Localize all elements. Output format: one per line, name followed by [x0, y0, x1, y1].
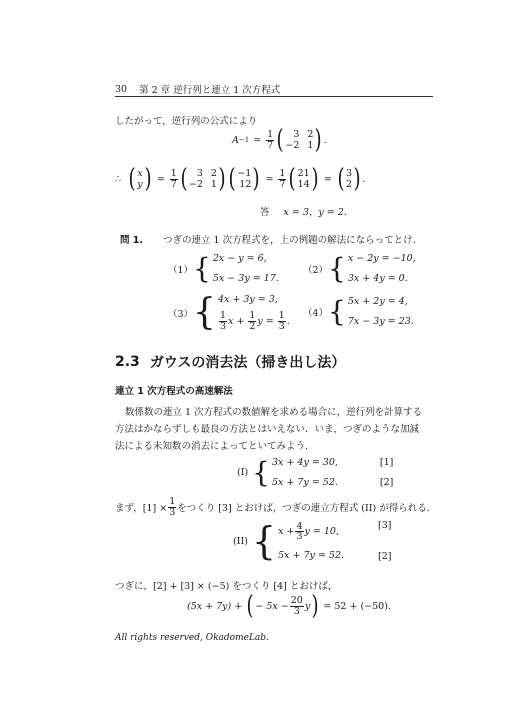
system-label: (II)	[233, 535, 248, 547]
page-header	[115, 82, 280, 96]
therefore-symbol: ∴	[115, 173, 122, 185]
equals-sign: =	[253, 134, 262, 146]
coefficient-matrix: 3 2 −2 1	[285, 128, 314, 151]
problem-line	[120, 232, 416, 246]
left-brace: {	[193, 291, 216, 333]
body-paragraph: 数係数の連立 1 次方程式の数値解を求める場合に，逆行列を計算する 方法はかならずしも最良の方法とはいえない．いま，つぎのような加減 法による未知数の消去によってといてみよう．	[115, 407, 423, 452]
system-label: （2）	[303, 264, 329, 276]
inverse-equation	[232, 127, 327, 153]
left-brace: {	[193, 251, 211, 285]
left-brace: {	[252, 455, 270, 489]
right-paren: )	[314, 125, 323, 155]
product-vector: 21 14	[297, 167, 310, 190]
system-II: (II) { x + $\frac{4}{3}$ y = 10, 5x + 7y = 52. [3] [2]	[233, 519, 392, 563]
solve-equation: ∴ ( x y ) = $\frac{1}{7}$ ( 3 2 −2 1 ) ( −1 12 ) = $\frac{1}{7}$ ( 21 14 ) = ( 3 2 ) .	[115, 164, 366, 194]
footer-copyright: All rights reserved, OkadomeLab.	[115, 633, 269, 643]
subsection-heading: 連立 1 次方程式の高速解法	[115, 386, 233, 397]
coefficient-matrix-2: 3 2 −2 1	[188, 167, 217, 190]
system-label: （4）	[303, 307, 329, 319]
equation-tag: [1]	[379, 457, 394, 468]
left-paren: (	[276, 125, 284, 155]
chapter-title: 第 2 章 逆行列と連立 1 次方程式	[139, 85, 281, 96]
left-brace: {	[251, 519, 277, 563]
fraction: $\frac{1}{7}$	[267, 129, 274, 151]
answer-line	[260, 204, 347, 218]
solution-vector: 3 2	[346, 167, 353, 190]
answer-text: x = 3，y = 2.	[283, 207, 347, 218]
section-heading	[115, 352, 345, 372]
section-title: ガウスの消去法（掃き出し法）	[149, 355, 346, 371]
system-label: (I)	[237, 467, 249, 478]
system-I: (I) { 3x + 4y = 30, 5x + 7y = 52. [1] [2]	[237, 455, 394, 489]
final-equation: (5x + 7y) + ( − 5x − $\frac{20}{3}$ y ) = 52 + (−50).	[187, 591, 391, 621]
page-number: 30	[115, 83, 128, 95]
system-label: （1）	[168, 264, 194, 276]
system-4: （4） { 5x + 2y = 4, 7x − 3y = 23.	[303, 294, 414, 328]
equation-tag: [3]	[378, 520, 392, 531]
constant-vector: −1 12	[237, 167, 252, 190]
system-1: （1） { 2x − y = 6, 5x − 3y = 17.	[168, 251, 279, 285]
left-brace: {	[328, 294, 346, 328]
equation-tag: [2]	[378, 551, 392, 562]
system-3: （3） { 4x + 3y = 3, $\frac{1}{3}$ x + $\frac{1}{2}$ y = $\frac{1}{3}$ .	[168, 291, 290, 333]
system-label: （3）	[168, 308, 194, 320]
system-2: （2） { x − 2y = −10, 3x + 4y = 0.	[303, 251, 416, 285]
problem-label: 問 1.	[120, 235, 144, 246]
mazu-line: まず，[1] × $\frac{1}{3}$ をつくり [3] とおけば，つぎの連立方程式 (II) が得られる.	[115, 496, 430, 518]
tsugi-line: つぎに，[2] + [3] × (−5) をつくり [4] とおけば，	[115, 581, 338, 592]
intro-line: したがって，逆行列の公式により	[115, 116, 258, 127]
section-number: 2.3	[115, 354, 140, 370]
equation-tag: [2]	[379, 477, 394, 488]
problem-text: つぎの連立 1 次方程式を，上の例題の解法にならってとけ.	[163, 235, 416, 246]
header-rule	[115, 96, 433, 97]
matrix-a: A	[232, 134, 239, 146]
answer-label: 答	[260, 207, 270, 218]
system-3-eq2: $\frac{1}{3}$ x + $\frac{1}{2}$ y = $\frac{1}{3}$ .	[219, 310, 290, 332]
inverse-sup: −1	[238, 136, 250, 144]
period: .	[323, 134, 327, 146]
unknown-vector: x y	[137, 167, 143, 190]
left-brace: {	[328, 251, 346, 285]
